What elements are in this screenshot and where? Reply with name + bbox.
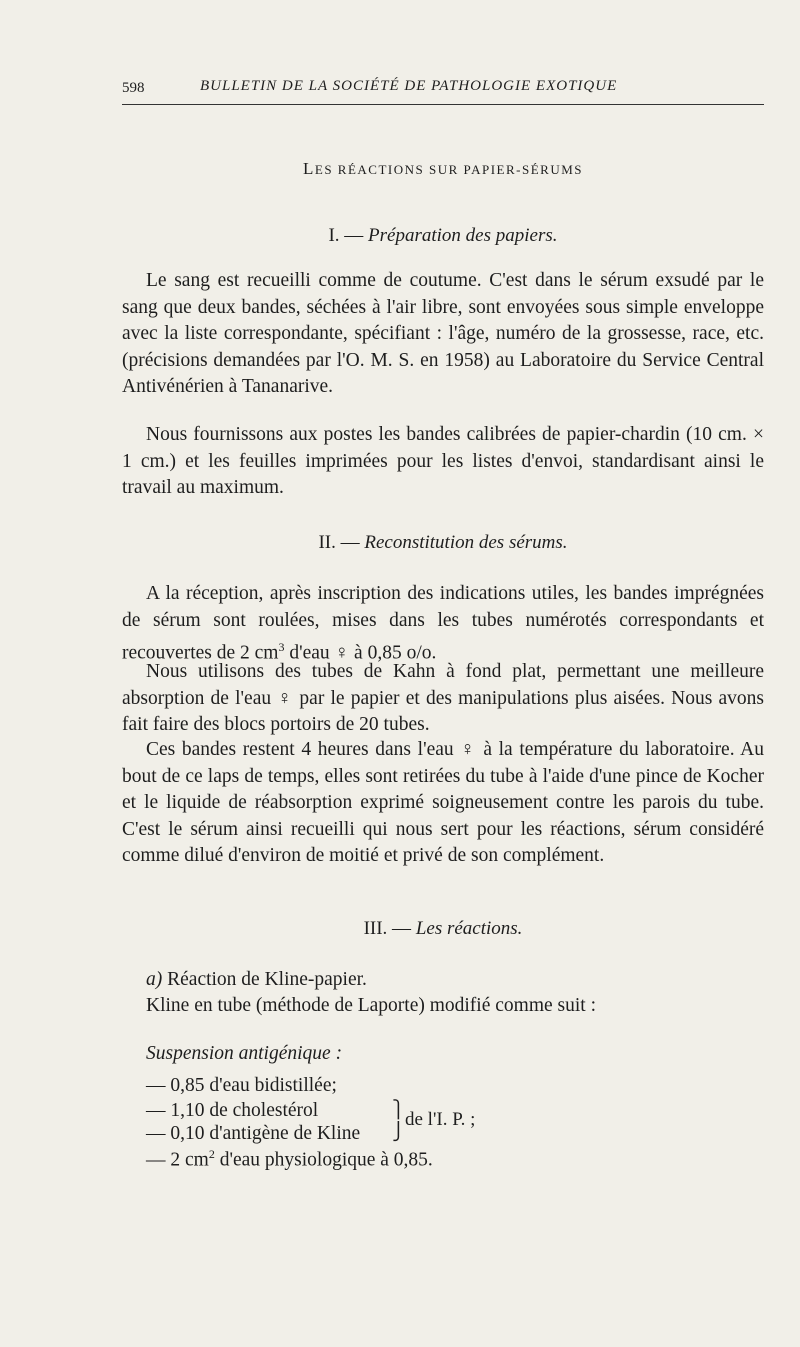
subheading-numeral: II. — [318, 532, 365, 553]
paragraph-reception [122, 581, 764, 667]
suspension-item-cholesterol: — 1,10 de cholestérol [146, 1100, 319, 1121]
reception-text-end: d'eau ♀ à 0,85 o/o. [284, 642, 437, 664]
section-title-initial: L [303, 159, 315, 178]
subheading-reactions [122, 918, 764, 940]
reception-text: A la réception, après inscription des indications utiles, les bandes imprégnées de sérum sont roulées, mises dans les tubes numérotés correspondants et recouvertes de 2 cm [122, 583, 764, 664]
kline-title: Réaction de Kline-papier. [162, 969, 367, 990]
paragraph-sang: Le sang est recueilli comme de coutume. C'est dans le sérum exsudé par le sang que deux bandes, séchées à l'air libre, sont envoyées sous simple enveloppe avec la liste correspondante, spécifiant : l'âge, numéro de la grossesse, race, etc. (précisions demandées par l'O. M. S. en 1958) au Laboratoire du Service Central Antivénérien à Tananarive. [122, 270, 764, 398]
paragraph-bandes: Ces bandes restent 4 heures dans l'eau ♀ à la température du laboratoire. Au bout de ce laps de temps, elles sont retirées du tube à l'aide d'une pince de Kocher et le liquide de réabsorption exprimé soigneusement contre les parois du tube. C'est le sérum ainsi recueilli qui nous sert pour les réactions, sérum considéré comme dilué d'environ de moitié et privé de son complément. [122, 739, 764, 867]
subheading-preparation [122, 225, 764, 247]
suspension-item-water: — 0,85 d'eau bidistillée; [146, 1075, 337, 1096]
kline-method: Kline en tube (méthode de Laporte) modifié comme suit : [146, 995, 596, 1016]
reception-superscript: 3 [278, 640, 285, 655]
suspension-item-physio [146, 1147, 433, 1172]
page-header [122, 78, 764, 102]
physio-text: — 2 cm [146, 1149, 209, 1171]
subheading-reconstitution [122, 532, 764, 554]
subheading-numeral: III. — [363, 918, 416, 939]
physio-text-end: d'eau physiologique à 0,85. [214, 1149, 433, 1171]
kline-label: a) [146, 969, 163, 990]
section-title-rest: ES RÉACTIONS SUR PAPIER-SÉRUMS [314, 162, 583, 177]
section-title [122, 159, 764, 179]
subheading-text: Préparation des papiers. [368, 225, 558, 246]
brace-bottom: ⎭ [392, 1122, 405, 1141]
subheading-text: Reconstitution des sérums. [364, 532, 568, 553]
paragraph-tubes-kahn: Nous utilisons des tubes de Kahn à fond plat, permettant une meilleure absorption de l'eau ♀ par le papier et des manipulations plus aisées. Nous avons fait faire des blocs portoirs de 20 tubes. [122, 661, 764, 736]
brace-top: ⎫ [392, 1100, 405, 1119]
page-number: 598 [122, 80, 145, 96]
running-title: BULLETIN DE LA SOCIÉTÉ DE PATHOLOGIE EXOTIQUE [200, 78, 618, 94]
subheading-numeral: I. — [328, 225, 369, 246]
suspension-heading: Suspension antigénique : [146, 1043, 343, 1064]
brace-note: de l'I. P. ; [405, 1109, 476, 1130]
paragraph-fournissons: Nous fournissons aux postes les bandes calibrées de papier-chardin (10 cm. × 1 cm.) et les feuilles imprimées pour les listes d'envoi, standardisant ainsi le travail au maximum. [122, 424, 764, 499]
physio-superscript: 2 [208, 1147, 215, 1161]
header-rule [122, 104, 764, 105]
suspension-item-antigen: — 0,10 d'antigène de Kline [146, 1123, 361, 1144]
subheading-text: Les réactions. [415, 918, 523, 939]
kline-heading [146, 969, 367, 991]
